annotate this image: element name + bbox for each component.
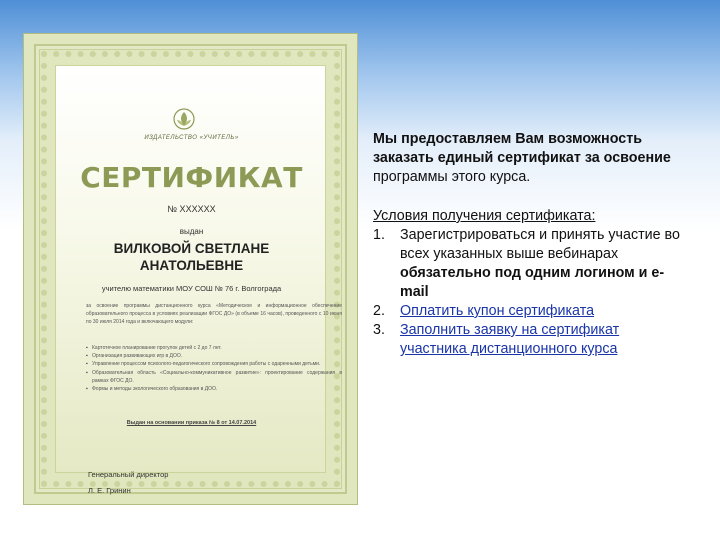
module-item: ▪ Организация развивающих игр в ДОО. xyxy=(86,352,342,360)
program-description: за освоение программы дистанционного курса «Методическое и информационное обеспечение образовательного процесса в условиях реализации ФГОС ДО» (в объеме 16 часов), проведенного с 10 июня по 30 июля 2014 года и включающего модули: xyxy=(86,303,342,326)
step-number: 2. xyxy=(373,303,385,319)
step-emphasis: обязательно под одним логином и e-mail xyxy=(400,265,665,300)
recipient-name-line2: АНАТОЛЬЕВНЕ xyxy=(139,258,244,273)
step-number: 1. xyxy=(373,227,385,243)
module-item: ▪ Картотечное планирование прогулок детей с 2 до 7 лет. xyxy=(86,344,342,352)
intro-bold: Мы предоставляем Вам возможность заказать единый сертификат за освоение xyxy=(373,131,671,166)
certificate-number: № XXXXXX xyxy=(167,204,216,214)
condition-step-pay xyxy=(373,302,683,321)
issued-label: выдан xyxy=(179,227,204,236)
recipient-position: учителю математики МОУ СОШ № 76 г. Волгограда xyxy=(101,284,282,293)
publisher-name: ИЗДАТЕЛЬСТВО «УЧИТЕЛЬ» xyxy=(144,135,239,141)
signer-name: Л. Е. Гринин xyxy=(88,486,131,495)
recipient-name xyxy=(57,240,326,274)
module-list xyxy=(86,344,342,393)
intro-text xyxy=(373,130,683,187)
order-reference: Выдан на основании приказа № 8 от 14.07.2014 xyxy=(126,420,257,426)
publisher-logo-icon xyxy=(172,108,196,130)
apply-form-link[interactable]: Заполнить заявку на сертификат участника дистанционного курса xyxy=(400,322,620,357)
certificate-image xyxy=(23,33,358,505)
module-item: ▪ Образовательная область «Социально-коммуникативное развитие»: проектирование содержания в рамках ФГОС ДО. xyxy=(86,369,342,385)
condition-step-register xyxy=(373,226,683,302)
module-item: ▪ Формы и методы экологического образования в ДОО. xyxy=(86,385,342,393)
intro-rest: программы этого курса. xyxy=(373,169,531,185)
pay-coupon-link[interactable]: Оплатить купон сертификата xyxy=(400,303,595,319)
signer-title: Генеральный директор xyxy=(88,470,169,479)
module-item: ▪ Управление процессом психолого-педагогического сопровождения работы с одаренными детьми. xyxy=(86,360,342,368)
condition-step-apply xyxy=(373,321,683,359)
recipient-name-line1: ВИЛКОВОЙ СВЕТЛАНЕ xyxy=(113,241,270,256)
conditions-list xyxy=(373,226,683,359)
info-panel xyxy=(373,130,683,359)
step-text: Зарегистрироваться и принять участие во всех указанных выше вебинарах xyxy=(400,227,680,262)
step-number: 3. xyxy=(373,322,385,338)
certificate-title: СЕРТИФИКАТ xyxy=(80,161,303,194)
conditions-heading: Условия получения сертификата: xyxy=(373,208,596,224)
